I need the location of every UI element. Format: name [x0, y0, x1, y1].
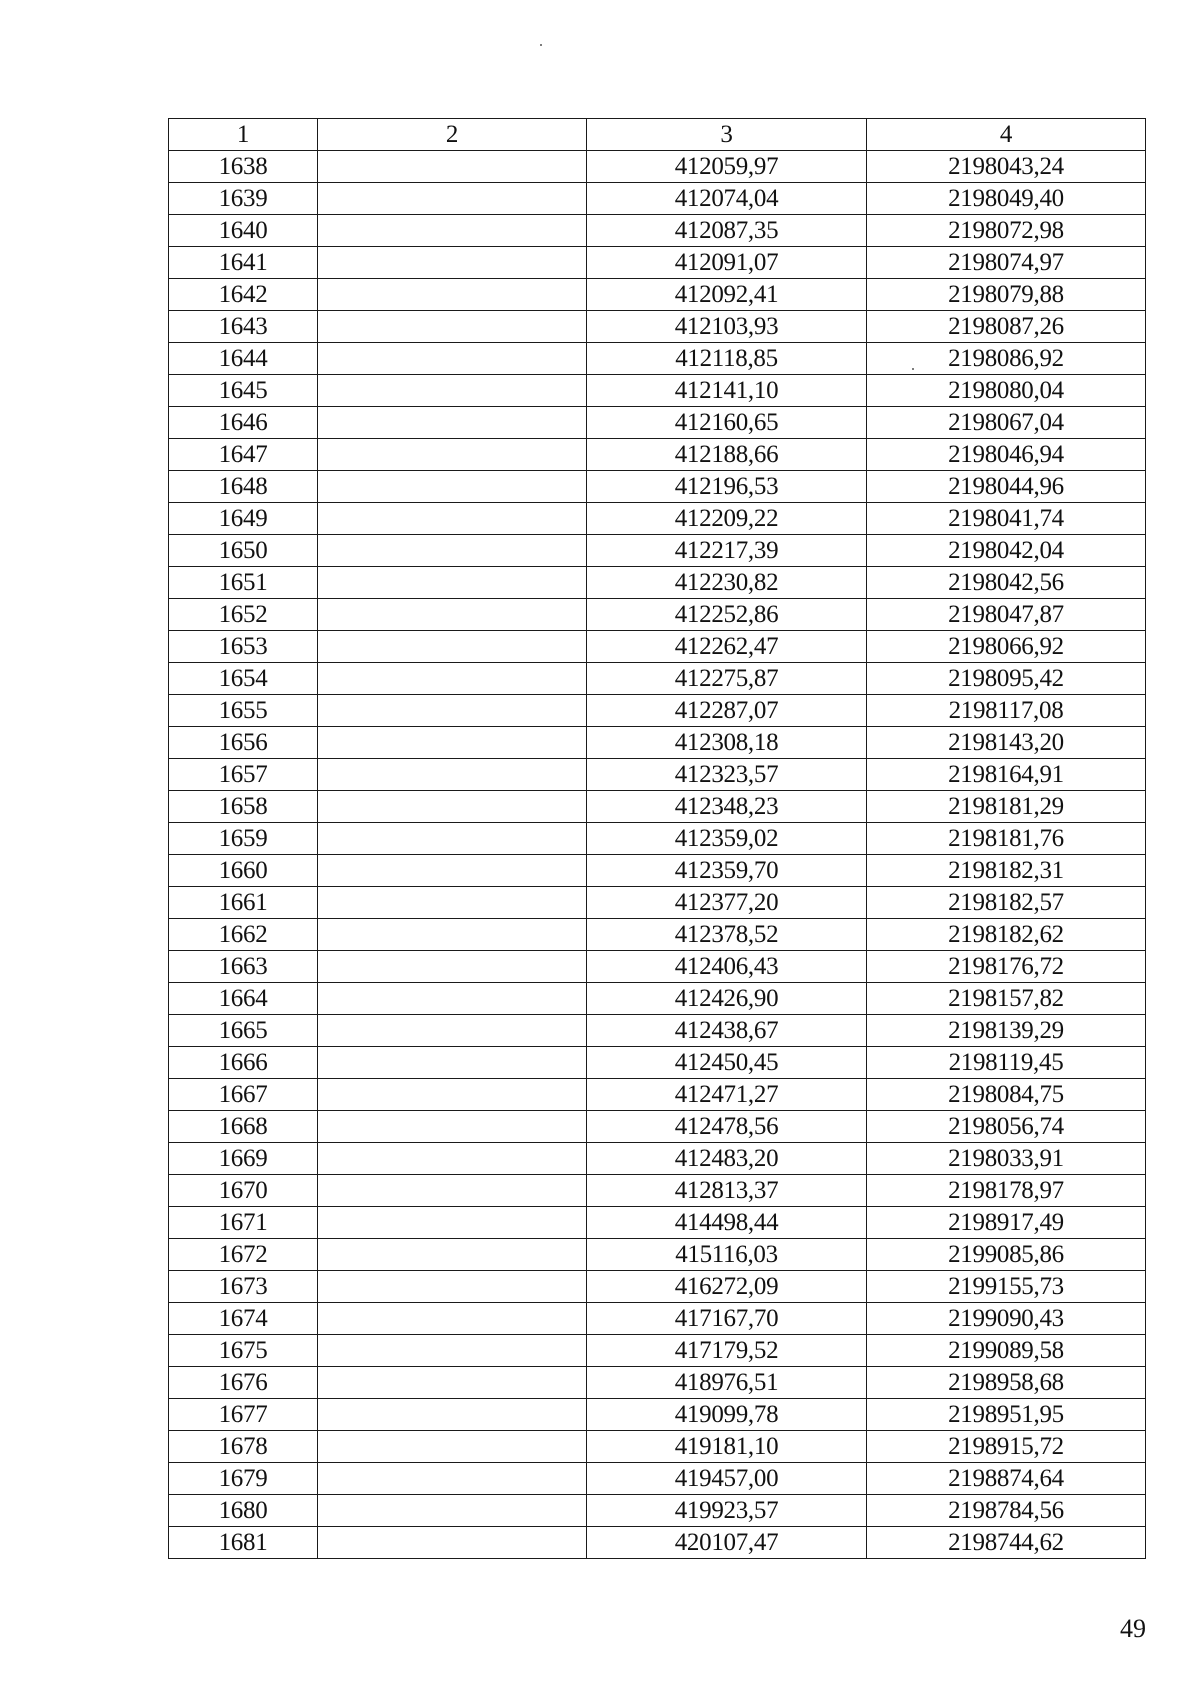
x-coordinate-cell: 412209,22 [587, 503, 867, 535]
x-coordinate-cell: 412359,02 [587, 823, 867, 855]
x-coordinate-cell: 412262,47 [587, 631, 867, 663]
y-coordinate-cell: 2198182,62 [867, 919, 1146, 951]
x-coordinate-cell: 412426,90 [587, 983, 867, 1015]
y-coordinate-cell: 2198143,20 [867, 727, 1146, 759]
description-cell [318, 375, 587, 407]
point-number-cell: 1648 [169, 471, 318, 503]
point-number-cell: 1642 [169, 279, 318, 311]
table-row [169, 439, 1146, 471]
description-cell [318, 727, 587, 759]
x-coordinate-cell: 412813,37 [587, 1175, 867, 1207]
x-coordinate-cell: 412275,87 [587, 663, 867, 695]
table-row [169, 1015, 1146, 1047]
y-coordinate-cell: 2198958,68 [867, 1367, 1146, 1399]
y-coordinate-cell: 2198074,97 [867, 247, 1146, 279]
table-row [169, 1495, 1146, 1527]
table-row [169, 215, 1146, 247]
column-header-3: 3 [587, 119, 867, 151]
point-number-cell: 1675 [169, 1335, 318, 1367]
description-cell [318, 1335, 587, 1367]
description-cell [318, 1047, 587, 1079]
y-coordinate-cell: 2198915,72 [867, 1431, 1146, 1463]
y-coordinate-cell: 2198043,24 [867, 151, 1146, 183]
y-coordinate-cell: 2198917,49 [867, 1207, 1146, 1239]
description-cell [318, 1527, 587, 1559]
description-cell [318, 183, 587, 215]
description-cell [318, 759, 587, 791]
table-row [169, 1303, 1146, 1335]
x-coordinate-cell: 412217,39 [587, 535, 867, 567]
point-number-cell: 1664 [169, 983, 318, 1015]
table-row [169, 535, 1146, 567]
description-cell [318, 1399, 587, 1431]
y-coordinate-cell: 2198784,56 [867, 1495, 1146, 1527]
y-coordinate-cell: 2198744,62 [867, 1527, 1146, 1559]
description-cell [318, 407, 587, 439]
description-cell [318, 1239, 587, 1271]
table-row [169, 951, 1146, 983]
x-coordinate-cell: 412348,23 [587, 791, 867, 823]
point-number-cell: 1644 [169, 343, 318, 375]
x-coordinate-cell: 419099,78 [587, 1399, 867, 1431]
x-coordinate-cell: 412323,57 [587, 759, 867, 791]
point-number-cell: 1674 [169, 1303, 318, 1335]
y-coordinate-cell: 2198072,98 [867, 215, 1146, 247]
y-coordinate-cell: 2198178,97 [867, 1175, 1146, 1207]
y-coordinate-cell: 2198139,29 [867, 1015, 1146, 1047]
point-number-cell: 1671 [169, 1207, 318, 1239]
table-row [169, 1399, 1146, 1431]
table-row [169, 695, 1146, 727]
header-row [169, 119, 1146, 151]
point-number-cell: 1668 [169, 1111, 318, 1143]
description-cell [318, 1175, 587, 1207]
point-number-cell: 1652 [169, 599, 318, 631]
table-row [169, 567, 1146, 599]
description-cell [318, 439, 587, 471]
table-row [169, 855, 1146, 887]
y-coordinate-cell: 2198056,74 [867, 1111, 1146, 1143]
point-number-cell: 1639 [169, 183, 318, 215]
table-body [169, 151, 1146, 1559]
description-cell [318, 951, 587, 983]
point-number-cell: 1662 [169, 919, 318, 951]
description-cell [318, 471, 587, 503]
y-coordinate-cell: 2199090,43 [867, 1303, 1146, 1335]
point-number-cell: 1654 [169, 663, 318, 695]
description-cell [318, 631, 587, 663]
x-coordinate-cell: 419457,00 [587, 1463, 867, 1495]
table-row [169, 1463, 1146, 1495]
x-coordinate-cell: 412359,70 [587, 855, 867, 887]
point-number-cell: 1651 [169, 567, 318, 599]
x-coordinate-cell: 417167,70 [587, 1303, 867, 1335]
page-number: 49 [1120, 1614, 1146, 1643]
table-row [169, 1527, 1146, 1559]
description-cell [318, 855, 587, 887]
description-cell [318, 887, 587, 919]
table-row [169, 183, 1146, 215]
table-row [169, 279, 1146, 311]
y-coordinate-cell: 2198033,91 [867, 1143, 1146, 1175]
point-number-cell: 1676 [169, 1367, 318, 1399]
point-number-cell: 1679 [169, 1463, 318, 1495]
point-number-cell: 1638 [169, 151, 318, 183]
table-row [169, 631, 1146, 663]
table-row [169, 375, 1146, 407]
table-row [169, 311, 1146, 343]
description-cell [318, 695, 587, 727]
y-coordinate-cell: 2198046,94 [867, 439, 1146, 471]
point-number-cell: 1665 [169, 1015, 318, 1047]
point-number-cell: 1655 [169, 695, 318, 727]
description-cell [318, 1271, 587, 1303]
table-row [169, 759, 1146, 791]
x-coordinate-cell: 412074,04 [587, 183, 867, 215]
point-number-cell: 1649 [169, 503, 318, 535]
x-coordinate-cell: 412471,27 [587, 1079, 867, 1111]
table-row [169, 1175, 1146, 1207]
y-coordinate-cell: 2199085,86 [867, 1239, 1146, 1271]
point-number-cell: 1653 [169, 631, 318, 663]
x-coordinate-cell: 412483,20 [587, 1143, 867, 1175]
column-header-4: 4 [867, 119, 1146, 151]
y-coordinate-cell: 2198042,04 [867, 535, 1146, 567]
table-row [169, 1207, 1146, 1239]
description-cell [318, 279, 587, 311]
point-number-cell: 1670 [169, 1175, 318, 1207]
x-coordinate-cell: 412438,67 [587, 1015, 867, 1047]
point-number-cell: 1663 [169, 951, 318, 983]
point-number-cell: 1661 [169, 887, 318, 919]
description-cell [318, 823, 587, 855]
x-coordinate-cell: 419181,10 [587, 1431, 867, 1463]
x-coordinate-cell: 412230,82 [587, 567, 867, 599]
point-number-cell: 1677 [169, 1399, 318, 1431]
table-row [169, 919, 1146, 951]
x-coordinate-cell: 412091,07 [587, 247, 867, 279]
x-coordinate-cell: 417179,52 [587, 1335, 867, 1367]
description-cell [318, 599, 587, 631]
description-cell [318, 247, 587, 279]
point-number-cell: 1643 [169, 311, 318, 343]
point-number-cell: 1645 [169, 375, 318, 407]
table-row [169, 823, 1146, 855]
point-number-cell: 1660 [169, 855, 318, 887]
x-coordinate-cell: 415116,03 [587, 1239, 867, 1271]
y-coordinate-cell: 2198182,57 [867, 887, 1146, 919]
point-number-cell: 1658 [169, 791, 318, 823]
x-coordinate-cell: 412141,10 [587, 375, 867, 407]
x-coordinate-cell: 416272,09 [587, 1271, 867, 1303]
y-coordinate-cell: 2198951,95 [867, 1399, 1146, 1431]
y-coordinate-cell: 2198176,72 [867, 951, 1146, 983]
y-coordinate-cell: 2198095,42 [867, 663, 1146, 695]
x-coordinate-cell: 412406,43 [587, 951, 867, 983]
x-coordinate-cell: 420107,47 [587, 1527, 867, 1559]
y-coordinate-cell: 2198079,88 [867, 279, 1146, 311]
x-coordinate-cell: 412308,18 [587, 727, 867, 759]
description-cell [318, 791, 587, 823]
table-row [169, 1271, 1146, 1303]
point-number-cell: 1656 [169, 727, 318, 759]
point-number-cell: 1678 [169, 1431, 318, 1463]
x-coordinate-cell: 412087,35 [587, 215, 867, 247]
column-header-1: 1 [169, 119, 318, 151]
y-coordinate-cell: 2198044,96 [867, 471, 1146, 503]
x-coordinate-cell: 414498,44 [587, 1207, 867, 1239]
description-cell [318, 983, 587, 1015]
description-cell [318, 1495, 587, 1527]
point-number-cell: 1672 [169, 1239, 318, 1271]
column-header-2: 2 [318, 119, 587, 151]
y-coordinate-cell: 2198164,91 [867, 759, 1146, 791]
point-number-cell: 1659 [169, 823, 318, 855]
table-row [169, 791, 1146, 823]
table-row [169, 983, 1146, 1015]
y-coordinate-cell: 2198119,45 [867, 1047, 1146, 1079]
point-number-cell: 1647 [169, 439, 318, 471]
table-row [169, 247, 1146, 279]
description-cell [318, 1111, 587, 1143]
point-number-cell: 1680 [169, 1495, 318, 1527]
y-coordinate-cell: 2198047,87 [867, 599, 1146, 631]
x-coordinate-cell: 412092,41 [587, 279, 867, 311]
point-number-cell: 1667 [169, 1079, 318, 1111]
scan-speck [540, 44, 542, 46]
x-coordinate-cell: 412103,93 [587, 311, 867, 343]
point-number-cell: 1681 [169, 1527, 318, 1559]
y-coordinate-cell: 2198874,64 [867, 1463, 1146, 1495]
point-number-cell: 1666 [169, 1047, 318, 1079]
table-row [169, 1047, 1146, 1079]
table-row [169, 1367, 1146, 1399]
description-cell [318, 1431, 587, 1463]
table-row [169, 503, 1146, 535]
description-cell [318, 663, 587, 695]
table-row [169, 151, 1146, 183]
y-coordinate-cell: 2198080,04 [867, 375, 1146, 407]
table-header [169, 119, 1146, 151]
description-cell [318, 151, 587, 183]
y-coordinate-cell: 2198049,40 [867, 183, 1146, 215]
y-coordinate-cell: 2198181,29 [867, 791, 1146, 823]
description-cell [318, 215, 587, 247]
table-row [169, 1239, 1146, 1271]
y-coordinate-cell: 2198066,92 [867, 631, 1146, 663]
y-coordinate-cell: 2198041,74 [867, 503, 1146, 535]
y-coordinate-cell: 2199089,58 [867, 1335, 1146, 1367]
description-cell [318, 567, 587, 599]
point-number-cell: 1646 [169, 407, 318, 439]
x-coordinate-cell: 412450,45 [587, 1047, 867, 1079]
x-coordinate-cell: 412118,85 [587, 343, 867, 375]
y-coordinate-cell: 2198117,08 [867, 695, 1146, 727]
table-row [169, 471, 1146, 503]
x-coordinate-cell: 412287,07 [587, 695, 867, 727]
description-cell [318, 503, 587, 535]
description-cell [318, 1303, 587, 1335]
x-coordinate-cell: 412378,52 [587, 919, 867, 951]
x-coordinate-cell: 412196,53 [587, 471, 867, 503]
x-coordinate-cell: 412059,97 [587, 151, 867, 183]
x-coordinate-cell: 412478,56 [587, 1111, 867, 1143]
table-row [169, 1143, 1146, 1175]
y-coordinate-cell: 2198157,82 [867, 983, 1146, 1015]
point-number-cell: 1657 [169, 759, 318, 791]
y-coordinate-cell: 2198181,76 [867, 823, 1146, 855]
description-cell [318, 1367, 587, 1399]
point-number-cell: 1673 [169, 1271, 318, 1303]
point-number-cell: 1669 [169, 1143, 318, 1175]
x-coordinate-cell: 419923,57 [587, 1495, 867, 1527]
x-coordinate-cell: 412377,20 [587, 887, 867, 919]
point-number-cell: 1640 [169, 215, 318, 247]
table-row [169, 407, 1146, 439]
description-cell [318, 535, 587, 567]
x-coordinate-cell: 412160,65 [587, 407, 867, 439]
x-coordinate-cell: 412252,86 [587, 599, 867, 631]
description-cell [318, 343, 587, 375]
point-number-cell: 1650 [169, 535, 318, 567]
table-row [169, 599, 1146, 631]
x-coordinate-cell: 412188,66 [587, 439, 867, 471]
table-row [169, 1431, 1146, 1463]
y-coordinate-cell: 2198067,04 [867, 407, 1146, 439]
y-coordinate-cell: 2199155,73 [867, 1271, 1146, 1303]
description-cell [318, 1079, 587, 1111]
table-row [169, 343, 1146, 375]
description-cell [318, 919, 587, 951]
table-row [169, 1111, 1146, 1143]
table-row [169, 727, 1146, 759]
y-coordinate-cell: 2198042,56 [867, 567, 1146, 599]
y-coordinate-cell: 2198087,26 [867, 311, 1146, 343]
description-cell [318, 1143, 587, 1175]
description-cell [318, 1207, 587, 1239]
point-number-cell: 1641 [169, 247, 318, 279]
table-row [169, 1335, 1146, 1367]
table-row [169, 887, 1146, 919]
y-coordinate-cell: 2198182,31 [867, 855, 1146, 887]
table-row [169, 663, 1146, 695]
x-coordinate-cell: 418976,51 [587, 1367, 867, 1399]
y-coordinate-cell: 2198086,92 [867, 343, 1146, 375]
description-cell [318, 1463, 587, 1495]
table-row [169, 1079, 1146, 1111]
y-coordinate-cell: 2198084,75 [867, 1079, 1146, 1111]
coordinates-table [168, 118, 1146, 1559]
description-cell [318, 1015, 587, 1047]
description-cell [318, 311, 587, 343]
